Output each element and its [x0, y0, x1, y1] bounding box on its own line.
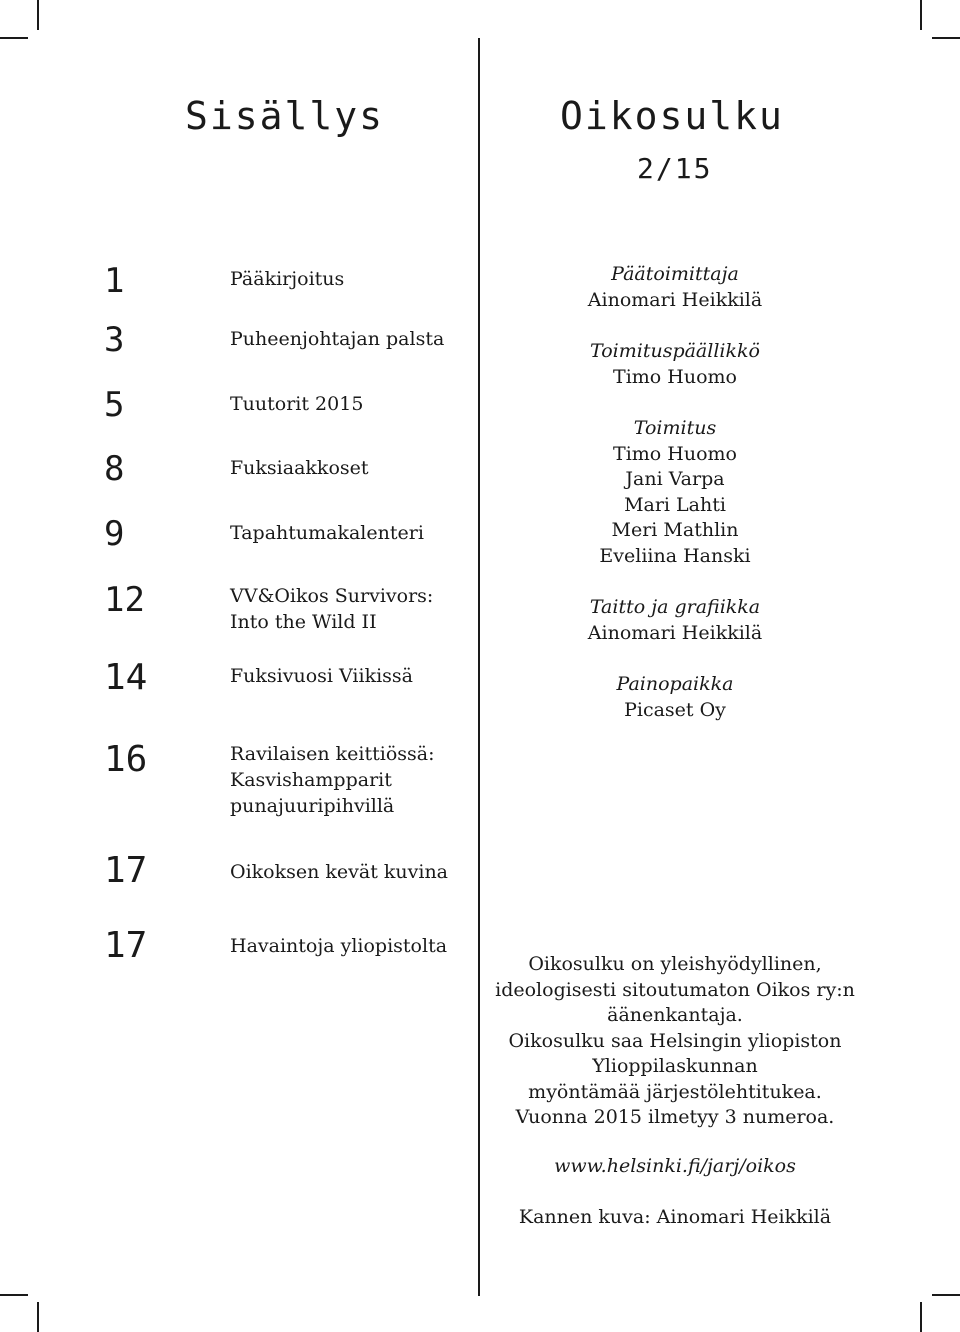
toc-title-line: Havaintoja yliopistolta: [230, 935, 448, 957]
credit-role: Päätoimittaja: [611, 263, 739, 285]
toc-title-line: VV&Oikos Survivors:: [230, 585, 434, 607]
toc-page-number: 8: [104, 449, 125, 489]
toc-page-number: 17: [104, 925, 148, 966]
toc-title-line: Into the Wild II: [230, 611, 377, 633]
toc-page-number: 5: [104, 385, 125, 425]
toc-heading: Sisällys: [185, 94, 385, 138]
credit-name: Eveliina Hanski: [599, 544, 751, 567]
toc-page-number: 3: [104, 320, 125, 360]
toc-page-number: 12: [104, 580, 145, 620]
editorial-credits: [520, 262, 830, 749]
toc-entry-title[interactable]: [230, 583, 433, 635]
column-divider: [478, 38, 480, 1296]
credit-name: Timo Huomo: [613, 365, 737, 388]
credit-group: [520, 339, 830, 390]
info-line: Oikosulku on yleishyödyllinen,: [528, 953, 822, 975]
credit-role: Painopaikka: [616, 673, 734, 695]
toc-page-number: 9: [104, 514, 125, 554]
crop-mark-bottom-left: [0, 1294, 28, 1296]
credit-name: Picaset Oy: [624, 698, 726, 721]
toc-entry-title[interactable]: [230, 391, 363, 417]
toc-entry-title[interactable]: [230, 520, 424, 546]
info-line: äänenkantaja.: [607, 1004, 743, 1026]
credit-name: Mari Lahti: [624, 493, 726, 516]
toc-entry-title[interactable]: [230, 933, 447, 959]
toc-entry-title[interactable]: [230, 266, 344, 292]
crop-mark-top-right: [920, 0, 922, 30]
toc-title-line: Puheenjohtajan palsta: [230, 328, 445, 350]
info-line: Vuonna 2015 ilmetyy 3 numeroa.: [515, 1106, 835, 1128]
toc-title-line: Oikoksen kevät kuvina: [230, 861, 449, 883]
crop-mark-top-left: [0, 37, 28, 39]
magazine-title: Oikosulku: [560, 94, 784, 138]
credit-role: Toimitus: [633, 417, 717, 439]
credit-name: Ainomari Heikkilä: [587, 288, 763, 311]
toc-title-line: Ravilaisen keittiössä:: [230, 743, 435, 765]
credit-group: [520, 262, 830, 313]
info-line: Ylioppilaskunnan: [592, 1055, 758, 1077]
toc-page-number: 16: [104, 739, 148, 780]
toc-entry-title[interactable]: [230, 741, 434, 819]
credit-name: Ainomari Heikkilä: [587, 621, 763, 644]
info-line: ideologisesti sitoutumaton Oikos ry:n: [495, 978, 855, 1001]
toc-page-number: 1: [104, 261, 125, 301]
toc-title-line: Fuksiaakkoset: [230, 457, 369, 479]
toc-title-line: Kasvishampparit: [230, 769, 392, 791]
info-line: Oikosulku saa Helsingin yliopiston: [508, 1029, 842, 1052]
toc-title-line: Fuksivuosi Viikissä: [230, 665, 413, 687]
toc-entry-title[interactable]: [230, 663, 413, 689]
crop-mark-bottom-right: [932, 1294, 960, 1296]
credit-name: Meri Mathlin: [611, 519, 739, 541]
crop-mark-top-right: [932, 37, 960, 39]
toc-title-line: Pääkirjoitus: [230, 268, 345, 290]
toc-title-line: Tapahtumakalenteri: [230, 522, 424, 544]
crop-mark-bottom-right: [920, 1302, 922, 1332]
cover-credit: Kannen kuva: Ainomari Heikkilä: [518, 1206, 832, 1228]
toc-title-line: punajuuripihvillä: [230, 795, 395, 817]
credit-group: [520, 672, 830, 723]
credit-group: [520, 416, 830, 569]
credit-role: Toimituspäällikkö: [590, 340, 760, 362]
toc-entry-title[interactable]: [230, 859, 448, 885]
crop-mark-bottom-left: [37, 1302, 39, 1332]
toc-entry-title[interactable]: [230, 455, 369, 481]
credit-group: [520, 595, 830, 646]
toc-title-line: Tuutorit 2015: [230, 393, 364, 415]
issue-number: 2/15: [637, 152, 713, 185]
toc-entry-title[interactable]: [230, 326, 444, 352]
info-line: myöntämää järjestölehtitukea.: [528, 1080, 822, 1103]
toc-page-number: 14: [104, 657, 148, 698]
credit-role: Taitto ja grafiikka: [589, 596, 761, 618]
website-link[interactable]: www.helsinki.fi/jarj/oikos: [554, 1155, 796, 1177]
toc-page-number: 17: [104, 850, 148, 891]
credit-name: Timo Huomo: [613, 442, 737, 465]
crop-mark-top-left: [37, 0, 39, 30]
credit-name: Jani Varpa: [625, 468, 725, 490]
publication-info: [486, 952, 864, 1131]
